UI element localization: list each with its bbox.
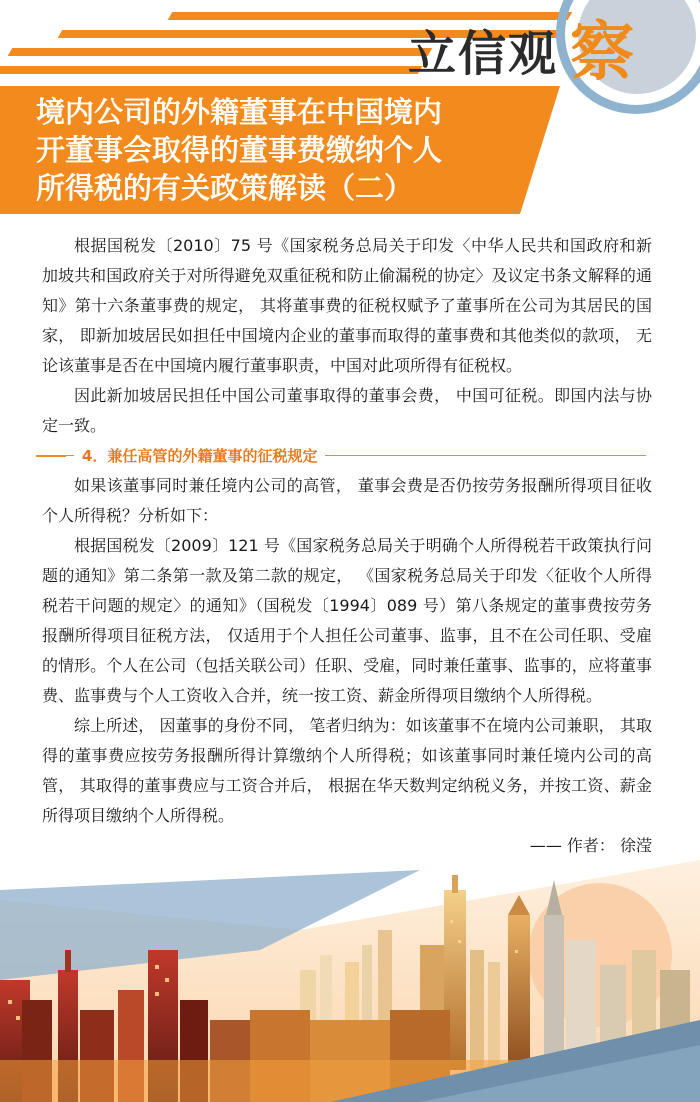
window [515, 950, 518, 953]
author-byline: —— 作者： 徐滢 [529, 836, 652, 855]
section-heading [36, 441, 658, 471]
paragraph: 如果该董事同时兼任境内公司的高管， 董事会费是否仍按劳务报酬所得项目征收个人所得税？分析如下： [42, 476, 652, 525]
column-brand: 立信观 [408, 26, 559, 82]
header-stripe [8, 48, 433, 56]
paragraph: 根据国税发〔2009〕121 号《国家税务总局关于明确个人所得税若干政策执行问题的通知》第二条第一款及第二款的规定， 《国家税务总局关于印发〈征收个人所得税若干问题的规定〉的通知》（国税发〔1994〕089 号）第八条规定的董事费按劳务报酬所得项目征税方法， 仅适用于个人担任公司董事、监事，且不在公司任职、受雇的情形。个人在公司（包括关联公司）任职、受雇，同时兼任董事、监事的，应将董事费、监事费与个人工资收入合并，统一按工资、薪金所得项目缴纳个人所得税。 [42, 536, 652, 705]
section-heading-text: 4．兼任高管的外籍董事的征税规定 [74, 441, 325, 471]
paragraph: 综上所述， 因董事的身份不同， 笔者归纳为：如该董事不在境内公司兼职， 其取得的董事费应按劳务报酬所得计算缴纳个人所得税；如该董事同时兼任境内公司的高管， 其取得的董事费应与工资合并后， 根据在华天数判定纳税义务，并按工资、薪金所得项目缴纳个人所得税。 [42, 716, 652, 825]
paragraph: 因此新加坡居民担任中国公司董事取得的董事会费， 中国可征税。即国内法与协定一致。 [42, 386, 652, 435]
window [450, 920, 453, 923]
window [16, 1016, 20, 1020]
header-stripe [168, 12, 573, 20]
window [458, 940, 461, 943]
paragraph: 根据国税发〔2010〕75 号《国家税务总局关于印发〈中华人民共和国政府和新加坡共和国政府关于对所得避免双重征税和防止偷漏税的协定〉及议定书条文解释的通知》第十六条董事费的规定， 其将董事费的征税权赋予了董事所在公司为其居民的国家， 即新加坡居民如担任中国境内企业的董事而取得的董事费和其他类似的款项， 无论该董事是否在中国境内履行董事职责，中国对此项所得有征税权。 [42, 236, 652, 375]
window [165, 978, 169, 982]
tower [452, 875, 458, 893]
window [8, 1000, 12, 1004]
building [488, 962, 500, 1070]
title-line: 开董事会取得的董事费缴纳个人 [36, 133, 443, 167]
title-line: 境内公司的外籍董事在中国境内 [36, 95, 443, 129]
city-skyline-illustration [0, 860, 700, 1102]
section-dash [36, 455, 66, 457]
building [470, 950, 484, 1070]
title-line: 所得税的有关政策解读（二） [36, 171, 414, 205]
window [155, 992, 159, 996]
window [155, 965, 159, 969]
article-title [36, 93, 536, 207]
tower [65, 950, 71, 972]
article-body [42, 231, 652, 861]
column-brand-accent: 察 [570, 16, 634, 90]
header-stripe [0, 66, 422, 74]
tower [508, 915, 530, 1075]
